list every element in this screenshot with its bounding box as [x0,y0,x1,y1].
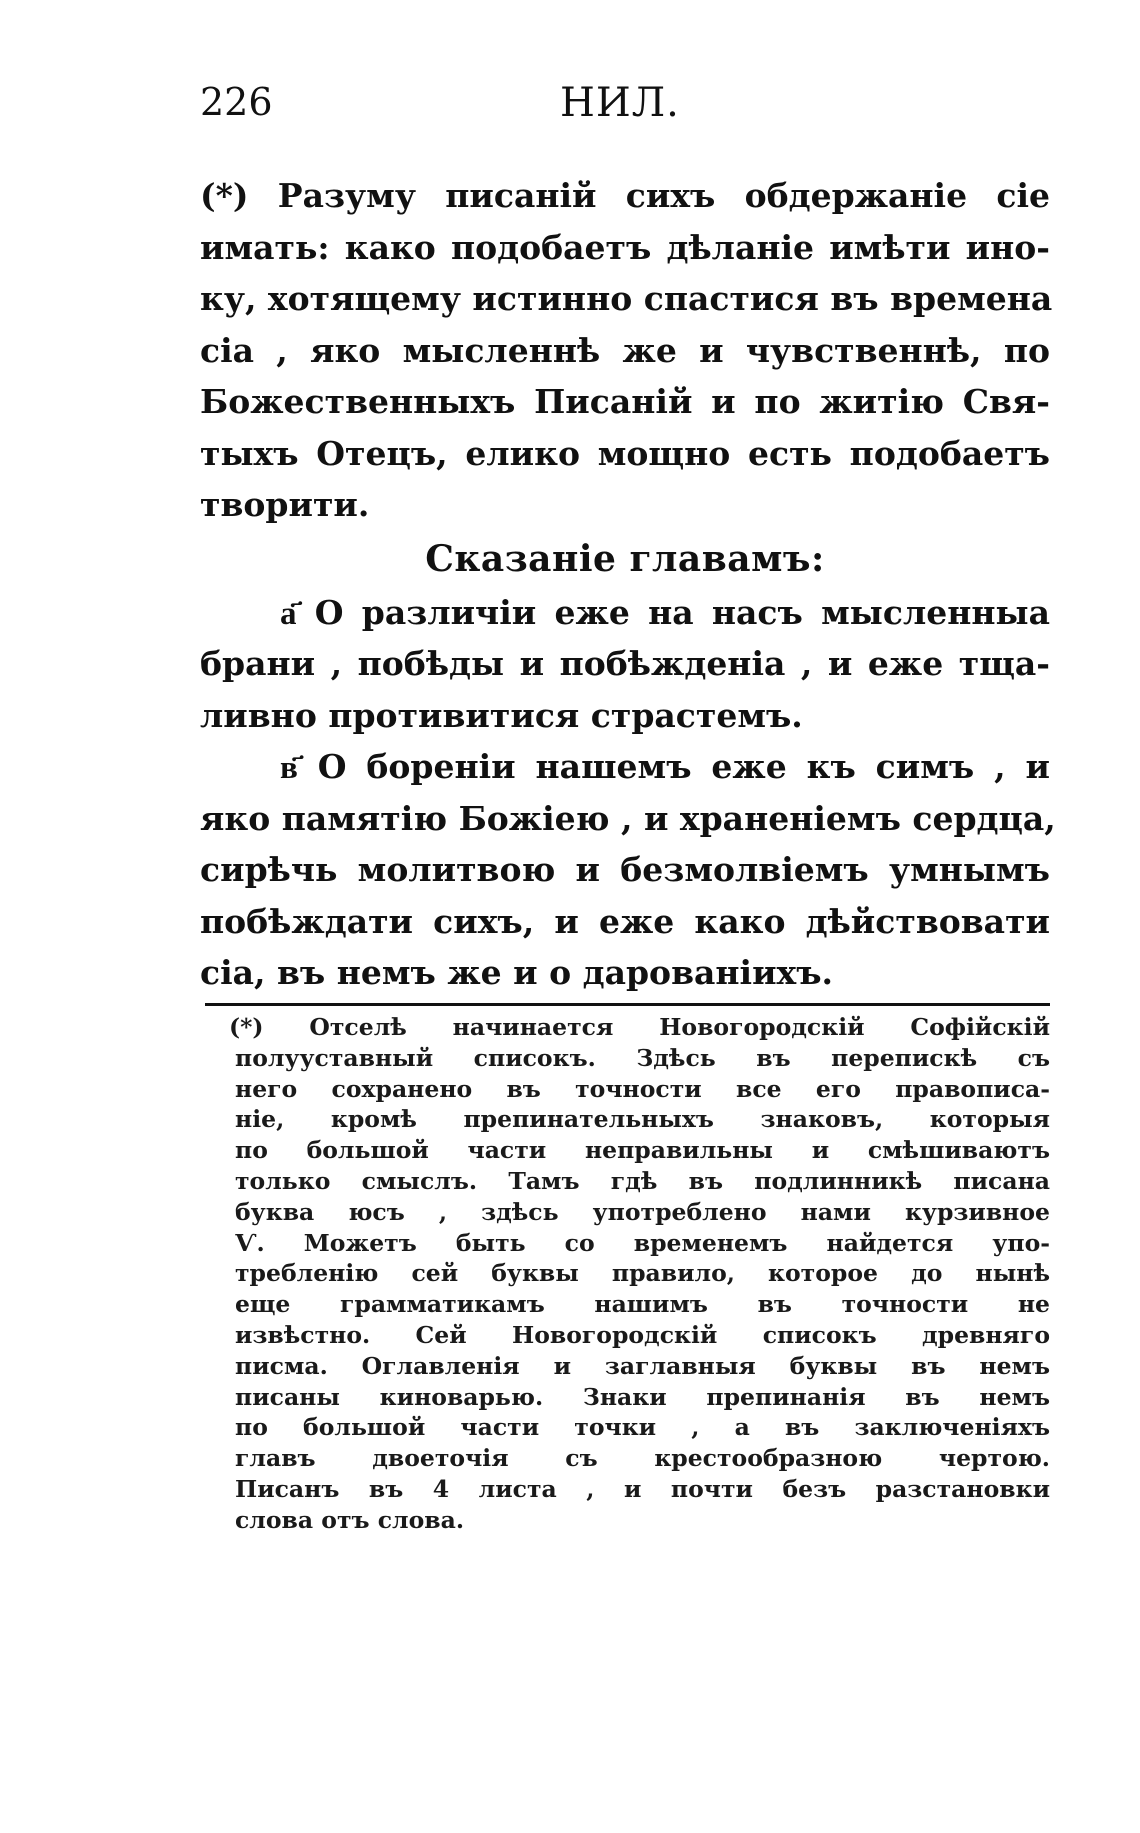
footnote-line: буква юсъ , здѣсь употреблено нами курзивное [235,1197,1050,1226]
text-line: побѣждати сихъ, и еже како дѣйствовати [200,901,1050,941]
text-line: сіа , яко мысленнѣ же и чувственнѣ, по [200,330,1050,370]
footnote-rule [205,1003,1050,1006]
text-line: сирѣчь молитвою и безмолвіемъ умнымъ [200,850,1050,889]
footnote-line: писма. Оглавленія и заглавныя буквы въ немъ [235,1351,1050,1380]
footnote-line: слова отъ слова. [235,1505,465,1534]
footnote-line: по большой части точки , а въ заключеніяхъ [235,1413,1050,1442]
running-head [200,80,1050,130]
text-line: а҃ О различіи еже на насъ мысленныа [280,592,1050,632]
page-title: НИЛ. [560,80,680,126]
footnote-line: (*) Отселѣ начинается Новогородскій Софійскій [229,1013,1050,1041]
footnote-line: извѣстно. Сей Новогородскій списокъ древняго [235,1320,1050,1349]
intro-paragraph [200,170,1053,531]
footnote-line: требленію сей буквы правило, которое до нынѣ [235,1259,1050,1288]
chapter-entry [200,741,1056,999]
text-line: брани , побѣды и побѣжденіа , и еже тща- [200,644,1050,683]
footnote-line: еще грамматикамъ нашимъ въ точности не [235,1290,1050,1319]
text-line: (*) Разуму писаній сихъ обдержаніе сіе [200,176,1050,215]
text-line: ку, хотящему истинно спастися въ времена [200,279,1053,318]
text-line: Божественныхъ Писаній и по житію Свя- [200,382,1050,421]
footnote-line: писаны киноварью. Знаки препинанія въ немъ [235,1382,1050,1411]
page-number: 226 [200,80,273,124]
footnote-line: только смыслъ. Тамъ гдѣ въ подлинникѣ писана [235,1166,1050,1195]
section-heading: Сказаніе главамъ: [425,537,825,580]
text-line: творити. [200,485,370,524]
chapter-entry [200,587,1050,742]
footnote-line: Ѵ. Можетъ быть со временемъ найдется упо- [235,1228,1050,1257]
footnote-line: по большой части неправильны и смѣшиваютъ [235,1136,1050,1165]
text-line: тыхъ Отецъ, елико мощно есть подобаетъ [200,433,1050,473]
text-line: сіа, въ немъ же и о дарованіихъ. [200,953,834,992]
text-line: ливно противитися страстемъ. [200,695,803,735]
footnote-line: полууставный списокъ. Здѣсь въ перепискѣ съ [235,1043,1050,1072]
footnote-line: Писанъ въ 4 листа , и почти безъ разстановки [235,1474,1050,1503]
main-text [200,170,1056,999]
text-line: яко памятію Божіею , и храненіемъ сердца, [200,798,1056,838]
text-line: имать: како подобаетъ дѣланіе имѣти ино- [200,227,1050,267]
footnote [229,1012,1050,1536]
footnote-line: главъ двоеточія съ крестообразною чертою. [235,1444,1050,1473]
footnote-line: него сохранено въ точности все его правописа- [235,1074,1050,1103]
footnote-line: ніе, кромѣ препинательныхъ знаковъ, которыя [235,1105,1050,1134]
text-line: в҃ О бореніи нашемъ еже къ симъ , и [280,747,1050,786]
